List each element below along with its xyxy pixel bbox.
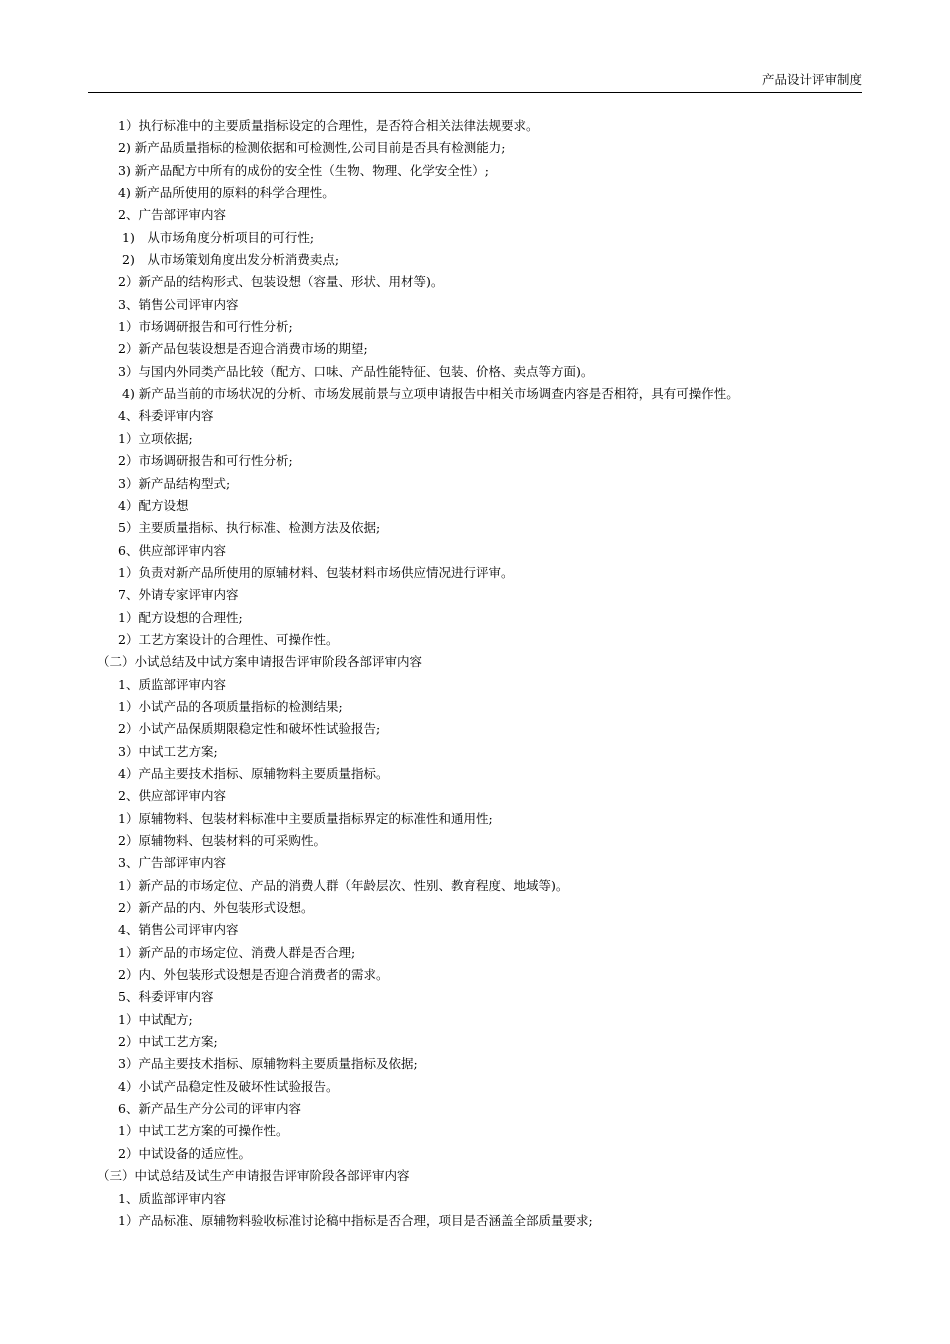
text-line: 1）产品标准、原辅物料验收标准讨论稿中指标是否合理，项目是否涵盖全部质量要求; (118, 1212, 593, 1228)
text-line: 7、外请专家评审内容 (118, 587, 239, 603)
text-line: 2、广告部评审内容 (118, 207, 226, 223)
text-line: 5、科委评审内容 (118, 989, 214, 1005)
text-line: 3）中试工艺方案; (118, 743, 218, 759)
text-line: 4、销售公司评审内容 (118, 922, 239, 938)
text-line: 2) 新产品质量指标的检测依据和可检测性,公司目前是否具有检测能力; (118, 140, 506, 156)
text-line: 2）内、外包装形式设想是否迎合消费者的需求。 (118, 967, 389, 983)
text-line: 3、销售公司评审内容 (118, 296, 239, 312)
text-line: 5）主要质量指标、执行标准、检测方法及依据; (118, 520, 381, 536)
text-line: 3）新产品结构型式; (118, 475, 231, 491)
text-line: 1）配方设想的合理性; (118, 609, 243, 625)
text-line: 2）原辅物料、包装材料的可采购性。 (118, 833, 326, 848)
text-line: 4) 新产品所使用的原料的科学合理性。 (118, 185, 335, 201)
text-line: 4）配方设想 (118, 497, 189, 513)
text-line: 2）新产品包装设想是否迎合消费市场的期望; (118, 341, 368, 357)
text-line: （二）小试总结及中试方案申请报告评审阶段各部评审内容 (97, 654, 423, 670)
text-line: 1）新产品的市场定位、消费人群是否合理; (118, 944, 356, 960)
header-title: 产品设计评审制度 (761, 72, 862, 87)
text-line: 3）产品主要技术指标、原辅物料主要质量指标及依据; (118, 1056, 418, 1072)
text-line: 1）负责对新产品所使用的原辅材料、包装材料市场供应情况进行评审。 (118, 564, 514, 580)
text-line: 2) 从市场策划角度出发分析消费卖点; (122, 252, 340, 268)
text-line: 1）中试配方; (118, 1011, 193, 1027)
text-line: 2）小试产品保质期限稳定性和破坏性试验报告; (118, 721, 381, 737)
text-line: 2）中试设备的适应性。 (118, 1145, 251, 1161)
text-line: 1）市场调研报告和可行性分析; (118, 319, 293, 335)
text-line: 3、广告部评审内容 (118, 855, 226, 871)
text-line: 6、新产品生产分公司的评审内容 (118, 1101, 301, 1117)
text-line: 3) 新产品配方中所有的成份的安全性（生物、物理、化学安全性）; (118, 162, 490, 178)
text-line: 1）中试工艺方案的可操作性。 (118, 1123, 289, 1139)
text-line: 2）工艺方案设计的合理性、可操作性。 (118, 631, 339, 647)
document-body (0, 115, 950, 1232)
text-line: 2）中试工艺方案; (118, 1034, 218, 1050)
text-line: 1）新产品的市场定位、产品的消费人群（年龄层次、性别、教育程度、地域等)。 (118, 877, 569, 893)
text-line: 4) 新产品当前的市场状况的分析、市场发展前景与立项申请报告中相关市场调查内容是否相符，具有可操作性。 (122, 386, 739, 402)
text-line: 1）执行标准中的主要质量指标设定的合理性，是否符合相关法律法规要求。 (118, 118, 539, 133)
text-line: 4）小试产品稳定性及破坏性试验报告。 (118, 1078, 339, 1094)
text-line: 2）新产品的结构形式、包装设想（容量、形状、用材等)。 (118, 274, 444, 290)
text-line: 1）立项依据; (118, 430, 193, 446)
text-line: 3）与国内外同类产品比较（配方、口味、产品性能特征、包装、价格、卖点等方面)。 (118, 363, 594, 379)
text-line: 6、供应部评审内容 (118, 542, 226, 558)
text-line: 1、质监部评审内容 (118, 676, 226, 692)
text-line: 1）原辅物料、包装材料标准中主要质量指标界定的标准性和通用性; (118, 810, 493, 826)
text-line: （三）中试总结及试生产申请报告评审阶段各部评审内容 (97, 1168, 410, 1184)
text-line: 2）新产品的内、外包装形式设想。 (118, 900, 314, 916)
text-line: 2、供应部评审内容 (118, 788, 226, 804)
text-line: 2）市场调研报告和可行性分析; (118, 453, 293, 469)
text-line: 1）小试产品的各项质量指标的检测结果; (118, 698, 343, 714)
text-line: 1) 从市场角度分析项目的可行性; (122, 229, 315, 245)
text-line: 4、科委评审内容 (118, 408, 214, 424)
page-header (88, 70, 862, 93)
text-line: 1、质监部评审内容 (118, 1190, 226, 1206)
text-line: 4）产品主要技术指标、原辅物料主要质量指标。 (118, 765, 389, 781)
